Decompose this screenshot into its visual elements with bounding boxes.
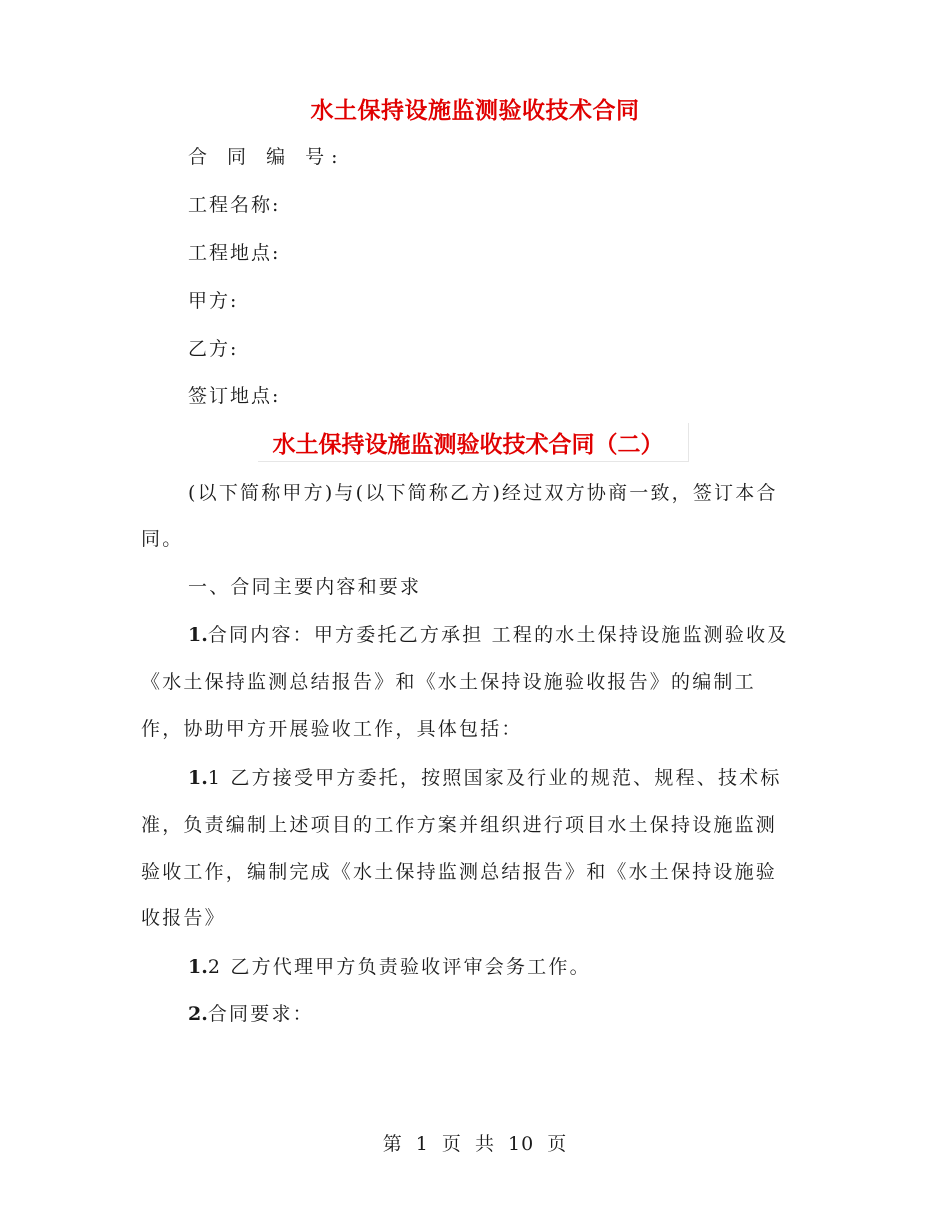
paragraph-line (188, 620, 789, 647)
paragraph-line: 作，协助甲方开展验收工作，具体包括： (141, 718, 523, 740)
paragraph-line: 验收工作，编制完成《水土保持监测总结报告》和《水土保持设施验 (141, 861, 778, 883)
paragraph-text: 合同内容：甲方委托乙方承担 工程的水土保持设施监测验收及 (207, 624, 789, 646)
intro-line: 同。 (141, 528, 184, 550)
subtitle-box (258, 423, 689, 462)
field-signing-place: 签订地点: (188, 385, 281, 407)
field-party-b: 乙方: (188, 338, 239, 360)
paragraph-line (188, 952, 591, 979)
field-project-name: 工程名称: (188, 194, 281, 216)
field-party-a: 甲方: (188, 290, 239, 312)
document-title: 水土保持设施监测验收技术合同 (310, 97, 640, 124)
intro-line: (以下简称甲方)与(以下简称乙方)经过双方协商一致，签订本合 (188, 482, 778, 504)
paragraph-text: 1 乙方接受甲方委托，按照国家及行业的规范、规程、技术标 (207, 767, 782, 789)
paragraph-line: 准，负责编制上述项目的工作方案并组织进行项目水土保持设施监测 (141, 814, 778, 836)
item-number: 1. (188, 624, 208, 646)
paragraph-line (188, 999, 314, 1026)
field-contract-number: 合 同 编 号: (188, 146, 345, 168)
page-footer: 第 1 页 共 10 页 (382, 1133, 568, 1155)
section-heading: 一、合同主要内容和要求 (188, 576, 422, 598)
paragraph-text: 合同要求： (207, 1003, 314, 1025)
paragraph-text: 2 乙方代理甲方负责验收评审会务工作。 (207, 956, 591, 978)
paragraph-line: 收报告》 (141, 907, 226, 929)
paragraph-line (188, 763, 782, 790)
item-number: 1. (188, 767, 208, 789)
item-number: 2. (188, 1003, 208, 1025)
paragraph-line: 《水土保持监测总结报告》和《水土保持设施验收报告》的编制工 (141, 671, 756, 693)
item-number: 1. (188, 956, 208, 978)
document-subtitle: 水土保持设施监测验收技术合同（二） (272, 431, 664, 458)
field-project-location: 工程地点: (188, 242, 281, 264)
